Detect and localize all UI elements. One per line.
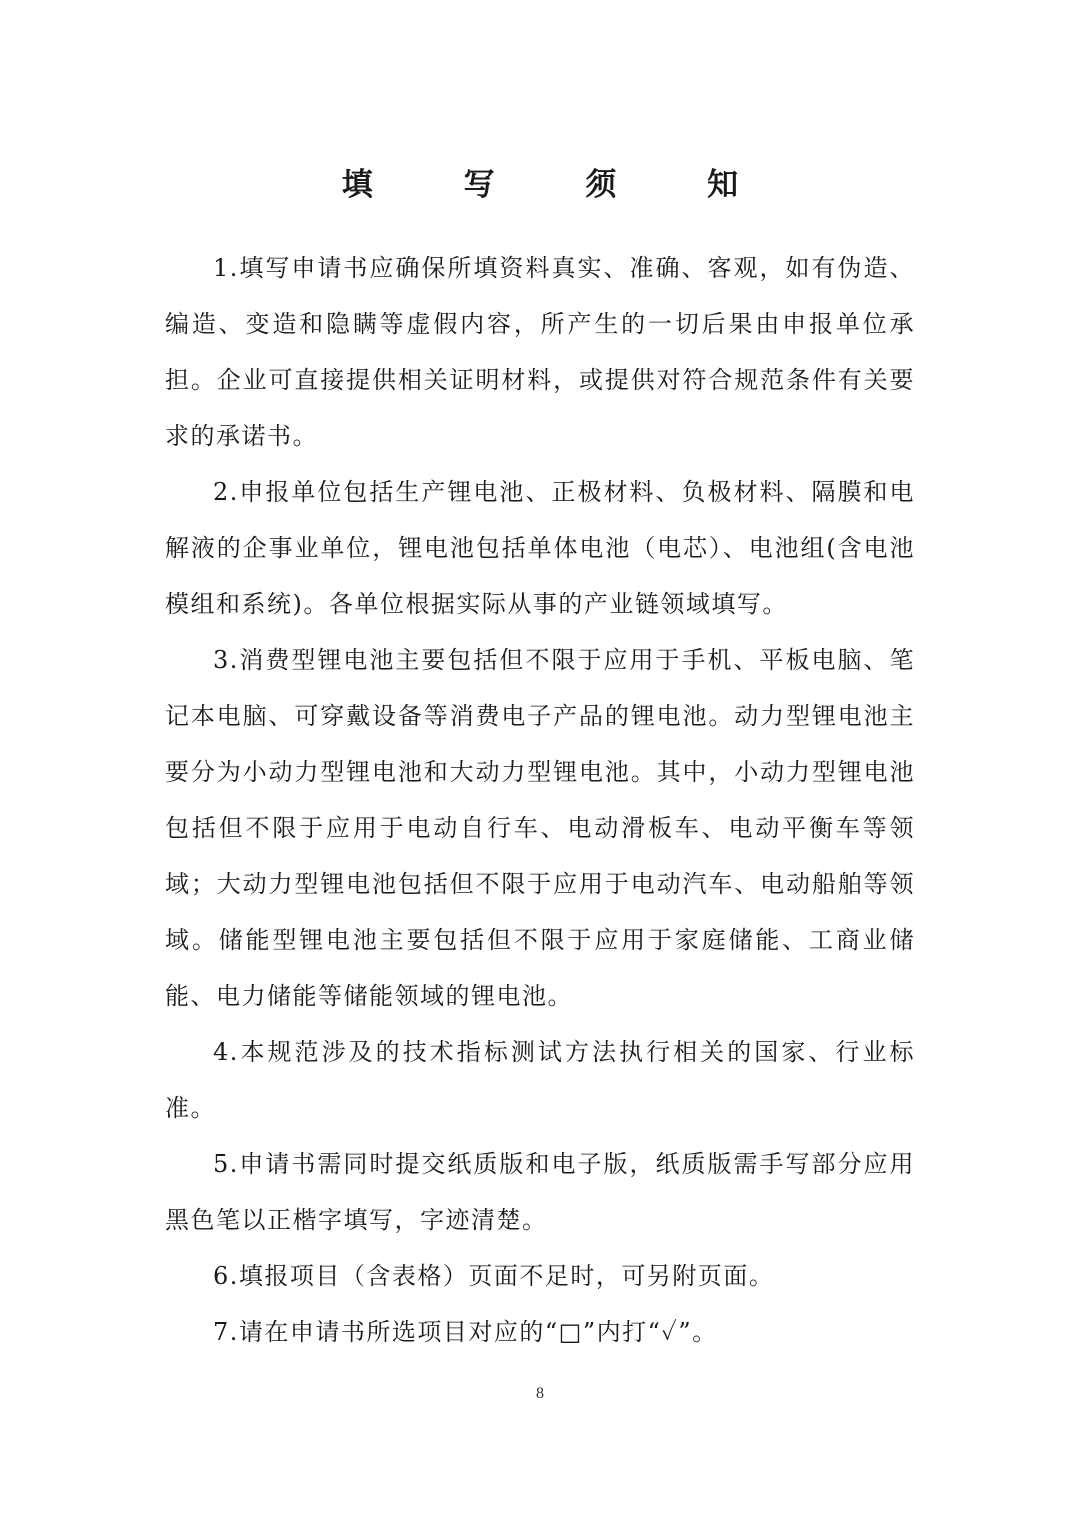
instruction-paragraph-1: 1.填写申请书应确保所填资料真实、准确、客观，如有伪造、编造、变造和隐瞒等虚假内容，所产生的一切后果由申报单位承担。企业可直接提供相关证明材料，或提供对符合规范条件有关要求的承诺书。 [165,254,915,450]
page-number: 8 [536,1385,544,1402]
instructions-body [165,240,915,1360]
instruction-paragraph-6: 6.填报项目（含表格）页面不足时，可另附页面。 [213,1262,775,1290]
instruction-paragraph-7: 7.请在申请书所选项目对应的“□”内打“✓”。 [213,1318,718,1346]
instruction-paragraph-5: 5.申请书需同时提交纸质版和电子版，纸质版需手写部分应用黑色笔以正楷字填写，字迹清楚。 [165,1150,915,1234]
instruction-paragraph-4: 4.本规范涉及的技术指标测试方法执行相关的国家、行业标准。 [165,1038,915,1122]
instruction-paragraph-2: 2.申报单位包括生产锂电池、正极材料、负极材料、隔膜和电解液的企事业单位，锂电池包括单体电池（电芯）、电池组(含电池模组和系统)。各单位根据实际从事的产业链领域填写。 [165,478,915,618]
instruction-paragraph-3: 3.消费型锂电池主要包括但不限于应用于手机、平板电脑、笔记本电脑、可穿戴设备等消费电子产品的锂电池。动力型锂电池主要分为小动力型锂电池和大动力型锂电池。其中，小动力型锂电池包括但不限于应用于电动自行车、电动滑板车、电动平衡车等领域；大动力型锂电池包括但不限于应用于电动汽车、电动船舶等领域。储能型锂电池主要包括但不限于应用于家庭储能、工商业储能、电力储能等储能领域的锂电池。 [165,646,915,1010]
page-title: 填 写 须 知 [341,167,779,203]
